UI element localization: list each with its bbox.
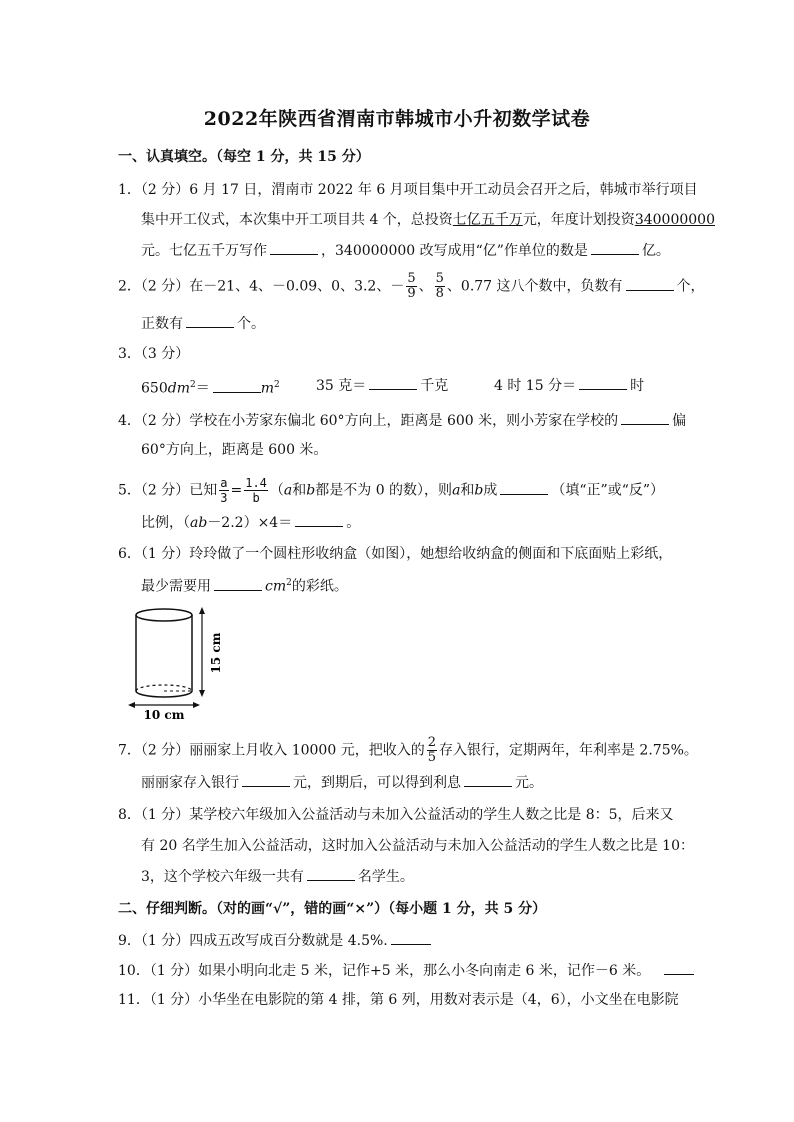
answer-blank[interactable] (626, 276, 674, 291)
fraction: $\frac{5}{9}$ (407, 271, 416, 301)
q8-line-1: 8．（1 分）某学校六年级加入公益活动与未加入公益活动的学生人数之比是 8：5，后来又 (118, 807, 674, 823)
q3-row-c: 4 时 15 分＝ 时 (494, 375, 644, 396)
answer-blank[interactable] (464, 772, 512, 787)
q9-line: 9．（1 分）四成五改写成百分数就是 4.5%. (118, 930, 434, 951)
q2-line-2: 正数有 个。 (141, 313, 265, 334)
section-2-heading: 二、仔细判断。（对的画“√”，错的画“×”）（每小题 1 分，共 5 分） (118, 901, 547, 917)
answer-blank[interactable] (500, 480, 548, 495)
answer-blank[interactable] (591, 240, 639, 255)
height-label: 15 cm (209, 632, 223, 674)
q6-line-1: 6．（1 分）玲玲做了一个圆柱形收纳盒（如图），她想给收纳盒的侧面和下底面贴上彩纸， (118, 546, 673, 562)
q3-row: $650dm^2= m^2$ (141, 375, 280, 399)
answer-blank[interactable] (579, 375, 627, 390)
answer-blank[interactable] (621, 410, 669, 425)
answer-blank[interactable] (242, 772, 290, 787)
q1-line-1: 1．（2 分）6 月 17 日，渭南市 2022 年 6 月项目集中开工动员会召开之后，韩城市举行项目 (118, 182, 698, 198)
cylinder-figure (128, 603, 228, 721)
q1-line-2: 集中开工仪式，本次集中开工项目共 4 个，总投资七亿五千万元，年度计划投资340000000 (141, 212, 715, 228)
q11-line: 11．（1 分）小华坐在电影院的第 4 排，第 6 列，用数对表示是（4，6），小文坐在电影院 (118, 992, 679, 1008)
q7-line-1: 7．（2 分）丽丽家上月收入 10000 元，把收入的 $\frac{2}{5}$ 存入银行，定期两年，年利率是 2.75%。 (118, 735, 698, 765)
q1-underlined-number: 340000000 (634, 212, 715, 228)
q2-line-1: 2．（2 分）在－21、4、－0.09、0、3.2、－ $\frac{5}{9}$ 、 $\frac{5}{8}$ 、0.77 这八个数中，负数有 个， (118, 271, 705, 301)
q7-line-2: 丽丽家存入银行 元，到期后，可以得到利息 元。 (141, 772, 543, 793)
q3-row-b: 35 克＝ 千克 (316, 375, 448, 396)
q8-line-3: 3，这个学校六年级一共有 名学生。 (141, 866, 414, 887)
q8-line-2: 有 20 名学生加入公益活动，这时加入公益活动与未加入公益活动的学生人数之比是 10： (141, 838, 694, 854)
q3-heading: 3．（3 分） (118, 346, 190, 362)
fraction: $\frac{a}{3}$ (220, 476, 228, 505)
answer-blank[interactable] (270, 240, 318, 255)
answer-blank[interactable] (664, 960, 694, 975)
q1-underlined-amount: 七亿五千万 (452, 212, 523, 228)
fraction: $\frac{5}{8}$ (435, 271, 444, 301)
answer-blank[interactable] (307, 866, 355, 881)
answer-blank[interactable] (213, 378, 261, 393)
fraction: $\frac{2}{5}$ (427, 735, 436, 765)
q10-line: 10．（1 分）如果小明向北走 5 米，记作+5 米，那么小冬向南走 6 米，记作－6 米。 (118, 960, 697, 981)
answer-blank[interactable] (369, 375, 417, 390)
answer-blank[interactable] (186, 313, 234, 328)
exam-title: 2022年陕西省渭南市韩城市小升初数学试卷 (203, 108, 591, 130)
answer-blank[interactable] (214, 576, 262, 591)
diameter-label: 10 cm (143, 708, 185, 721)
q5-line-2: 比例，（ab－2.2）×4＝ 。 (141, 512, 360, 533)
q4-line-1: 4．（2 分）学校在小芳家东偏北 60°方向上，距离是 600 米，则小芳家在学校的 偏 (118, 410, 686, 431)
q1-line-3: 元。七亿五千万写作 ，340000000 改写成用“亿”作单位的数是 亿。 (141, 240, 670, 261)
answer-blank[interactable] (391, 930, 431, 945)
q6-line-2: 最少需要用 $cm^2$的彩纸。 (141, 573, 348, 597)
q4-line-2: 60°方向上，距离是 600 米。 (141, 442, 328, 458)
q5-line-1: 5．（2 分）已知 $\frac{a}{3}$ = $\frac{1.4}{b}$ （a和b都是不为 0 的数），则a和b成 （填“正”或“反”） (118, 476, 665, 505)
section-1-heading: 一、认真填空。（每空 1 分，共 15 分） (118, 149, 370, 165)
fraction: $\frac{1.4}{b}$ (245, 476, 267, 505)
answer-blank[interactable] (295, 512, 343, 527)
